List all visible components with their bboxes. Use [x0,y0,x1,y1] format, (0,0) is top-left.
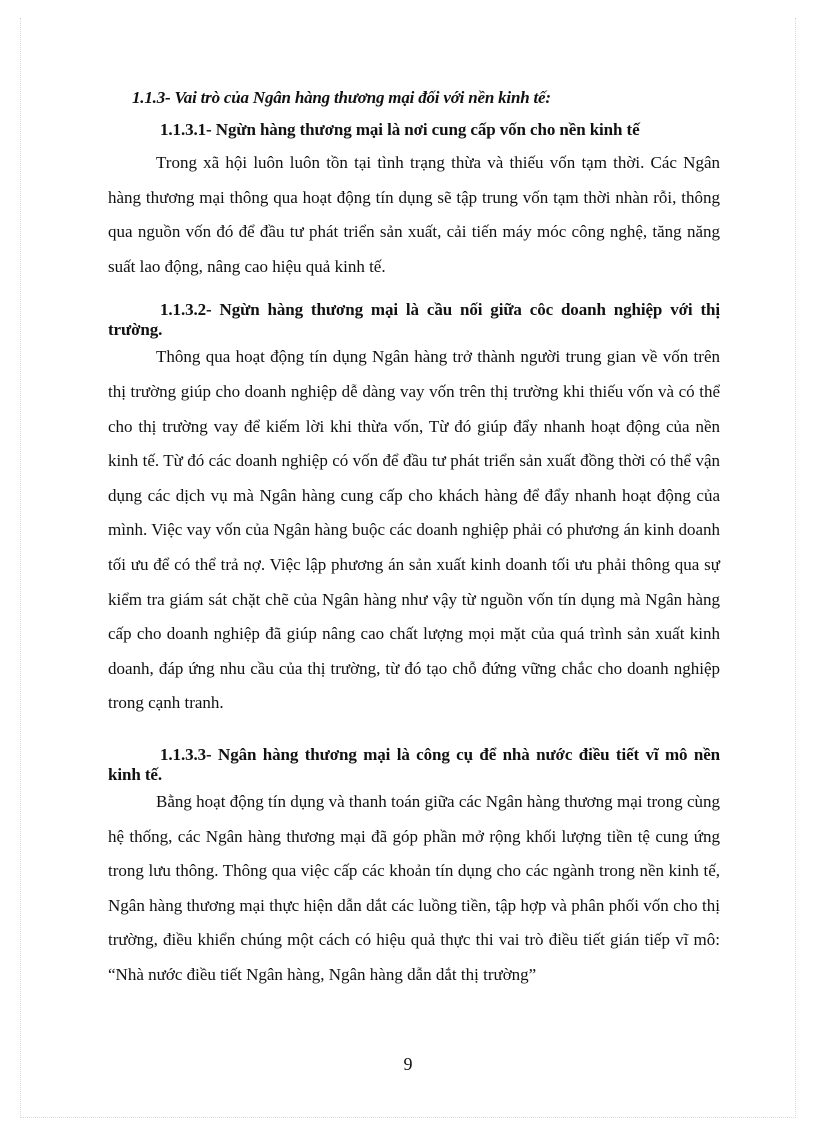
spacer [108,721,720,745]
section-heading: 1.1.3- Vai trò của Ngân hàng thương mại đối với nền kinh tế: [132,88,551,107]
page-content [108,86,720,992]
subsection-heading-1: 1.1.3.1- Ngừn hàng thương mại là nơi cung cấp vốn cho nền kinh tế [160,120,640,139]
subsection-paragraph-1: Trong xã hội luôn luôn tồn tại tình trạng thừa và thiếu vốn tạm thời. Các Ngân hàng thương mại thông qua hoạt động tín dụng sẽ tập trung vốn tạm thời nhàn rỗi, thông qua nguồn vốn đó để đầu tư phát triển sản xuất, cải tiến máy móc công nghệ, tăng năng suất lao động, nâng cao hiệu quả kinh tế. [108,153,720,276]
subsection-heading-3: 1.1.3.3- Ngân hàng thương mại là công cụ để nhà nước điều tiết vĩ mô nền kinh tế. [108,744,720,784]
subsection-paragraph-2: Thông qua hoạt động tín dụng Ngân hàng trở thành người trung gian về vốn trên thị trường giúp cho doanh nghiệp dễ dàng vay vốn trên thị trường khi thiếu vốn và có thể cho thị trường vay để kiếm lời khi thừa vốn, Từ đó giúp đẩy nhanh hoạt động của nền kinh tế. Từ đó các doanh nghiệp có vốn để đầu tư phát triển sản xuất đồng thời có thể vận dụng các dịch vụ mà Ngân hàng cung cấp cho khách hàng để đẩy nhanh hoạt động của mình. Việc vay vốn của Ngân hàng buộc các doanh nghiệp phải có phương án kinh doanh tối ưu để có thể trả nợ. Việc lập phương án sản xuất kinh doanh tối ưu phải thông qua sự kiểm tra giám sát chặt chẽ của Ngân hàng như vậy từ nguồn vốn tín dụng mà Ngân hàng cấp cho doanh nghiệp đã giúp nâng cao chất lượng mọi mặt của quá trình sản xuất kinh doanh, đáp ứng nhu cầu của thị trường, từ đó tạo chỗ đứng vững chắc cho doanh nghiệp trong cạnh tranh. [108,347,720,713]
subsection-paragraph-3: Bằng hoạt động tín dụng và thanh toán giữa các Ngân hàng thương mại trong cùng hệ thống, các Ngân hàng thương mại đã góp phần mở rộng khối lượng tiền tệ cung ứng trong lưu thông. Thông qua việc cấp các khoản tín dụng cho các ngành trong nền kinh tế, Ngân hàng thương mại thực hiện dẫn dắt các luồng tiền, tập hợp và phân phối vốn cho thị trường, điều khiển chúng một cách có hiệu quả thực thi vai trò điều tiết gián tiếp vĩ mô: “Nhà nước điều tiết Ngân hàng, Ngân hàng dẫn dắt thị trường” [108,791,720,984]
spacer [108,284,720,300]
page-number: 9 [403,1054,413,1074]
subsection-heading-2: 1.1.3.2- Ngừn hàng thương mại là cầu nối giữa côc doanh nghiệp với thị trường. [108,300,720,340]
